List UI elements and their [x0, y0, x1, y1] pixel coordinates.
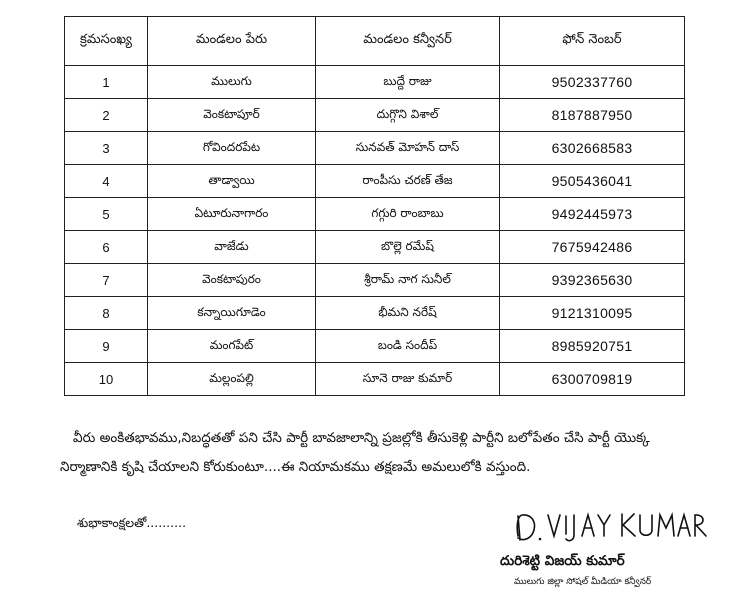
table-row — [65, 297, 685, 330]
serial-no-cell: 7 — [65, 264, 148, 297]
table-row — [65, 132, 685, 165]
mandal-cell: మల్లంపల్లి — [148, 363, 316, 396]
table-row — [65, 66, 685, 99]
signer-designation: ములుగు జిల్లా సోషల్ మీడియా కన్వీనర్ — [514, 577, 652, 587]
phone-cell: 9492445973 — [500, 198, 685, 231]
phone-cell: 9121310095 — [500, 297, 685, 330]
table-row — [65, 165, 685, 198]
convener-cell: బొల్లె రమేష్ — [316, 231, 500, 264]
phone-cell: 6302668583 — [500, 132, 685, 165]
phone-cell: 9502337760 — [500, 66, 685, 99]
header-mandal-name: మండలం పేరు — [148, 17, 316, 66]
phone-cell: 8985920751 — [500, 330, 685, 363]
phone-cell: 8187887950 — [500, 99, 685, 132]
table-row — [65, 330, 685, 363]
table-row — [65, 99, 685, 132]
mandal-cell: ములుగు — [148, 66, 316, 99]
signer-name: దురిశెట్టి విజయ్ కుమార్ — [500, 553, 625, 569]
phone-cell: 9505436041 — [500, 165, 685, 198]
table-row — [65, 264, 685, 297]
convener-cell: బండి సందీప్ — [316, 330, 500, 363]
mandal-cell: వెంకటాపూర్ — [148, 99, 316, 132]
header-phone-number: ఫోన్ నెంబర్ — [500, 17, 685, 66]
serial-no-cell: 9 — [65, 330, 148, 363]
phone-cell: 9392365630 — [500, 264, 685, 297]
handwritten-signature — [510, 506, 710, 548]
convener-cell: దుగ్గొని విశాల్ — [316, 99, 500, 132]
mandal-cell: కన్నాయిగూడెం — [148, 297, 316, 330]
serial-no-cell: 4 — [65, 165, 148, 198]
table-header-row — [65, 17, 685, 66]
mandal-cell: గోవిందరపేట — [148, 132, 316, 165]
mandal-cell: తాడ్వాయి — [148, 165, 316, 198]
serial-no-cell: 8 — [65, 297, 148, 330]
convener-cell: బుద్దే రాజు — [316, 66, 500, 99]
header-mandal-convener: మండలం కన్వీనర్ — [316, 17, 500, 66]
serial-no-cell: 1 — [65, 66, 148, 99]
appointment-paragraph: వీరు అంకితభావము,నిబద్ధతతో పని చేసి పార్టీ బావజాలాన్ని ప్రజల్లోకి తీసుకెళ్లి పార్టీని బలోపేతం చేసి పార్టీ యొక్క నిర్మాణానికి కృషి చేయాలని కోరుకుంటూ....ఈ నియామకము తక్షణమే అమలులోకి వస్తుంది. — [60, 430, 650, 475]
mandal-cell: మంగపేట్ — [148, 330, 316, 363]
greeting-text: శుభాకాంక్షలతో.......... — [77, 515, 187, 530]
serial-no-cell: 5 — [65, 198, 148, 231]
mandal-cell: వాజేడు — [148, 231, 316, 264]
convener-table — [64, 16, 685, 396]
convener-cell: సునవత్ మోహన్ దాస్ — [316, 132, 500, 165]
serial-no-cell: 10 — [65, 363, 148, 396]
convener-cell: భీమని నరేష్ — [316, 297, 500, 330]
serial-no-cell: 6 — [65, 231, 148, 264]
convener-cell: శ్రీరామ్ నాగ సునీల్ — [316, 264, 500, 297]
phone-cell: 7675942486 — [500, 231, 685, 264]
serial-no-cell: 3 — [65, 132, 148, 165]
phone-cell: 6300709819 — [500, 363, 685, 396]
mandal-cell: వెంకటాపురం — [148, 264, 316, 297]
mandal-cell: ఏటూరునాగారం — [148, 198, 316, 231]
convener-cell: రాంపీసు చరణ్ తేజ — [316, 165, 500, 198]
header-serial-no: క్రమసంఖ్య — [65, 17, 148, 66]
convener-cell: గగ్గురి రాంబాబు — [316, 198, 500, 231]
table-row — [65, 231, 685, 264]
serial-no-cell: 2 — [65, 99, 148, 132]
table-row — [65, 198, 685, 231]
convener-cell: సూనె రాజు కుమార్ — [316, 363, 500, 396]
table-row — [65, 363, 685, 396]
